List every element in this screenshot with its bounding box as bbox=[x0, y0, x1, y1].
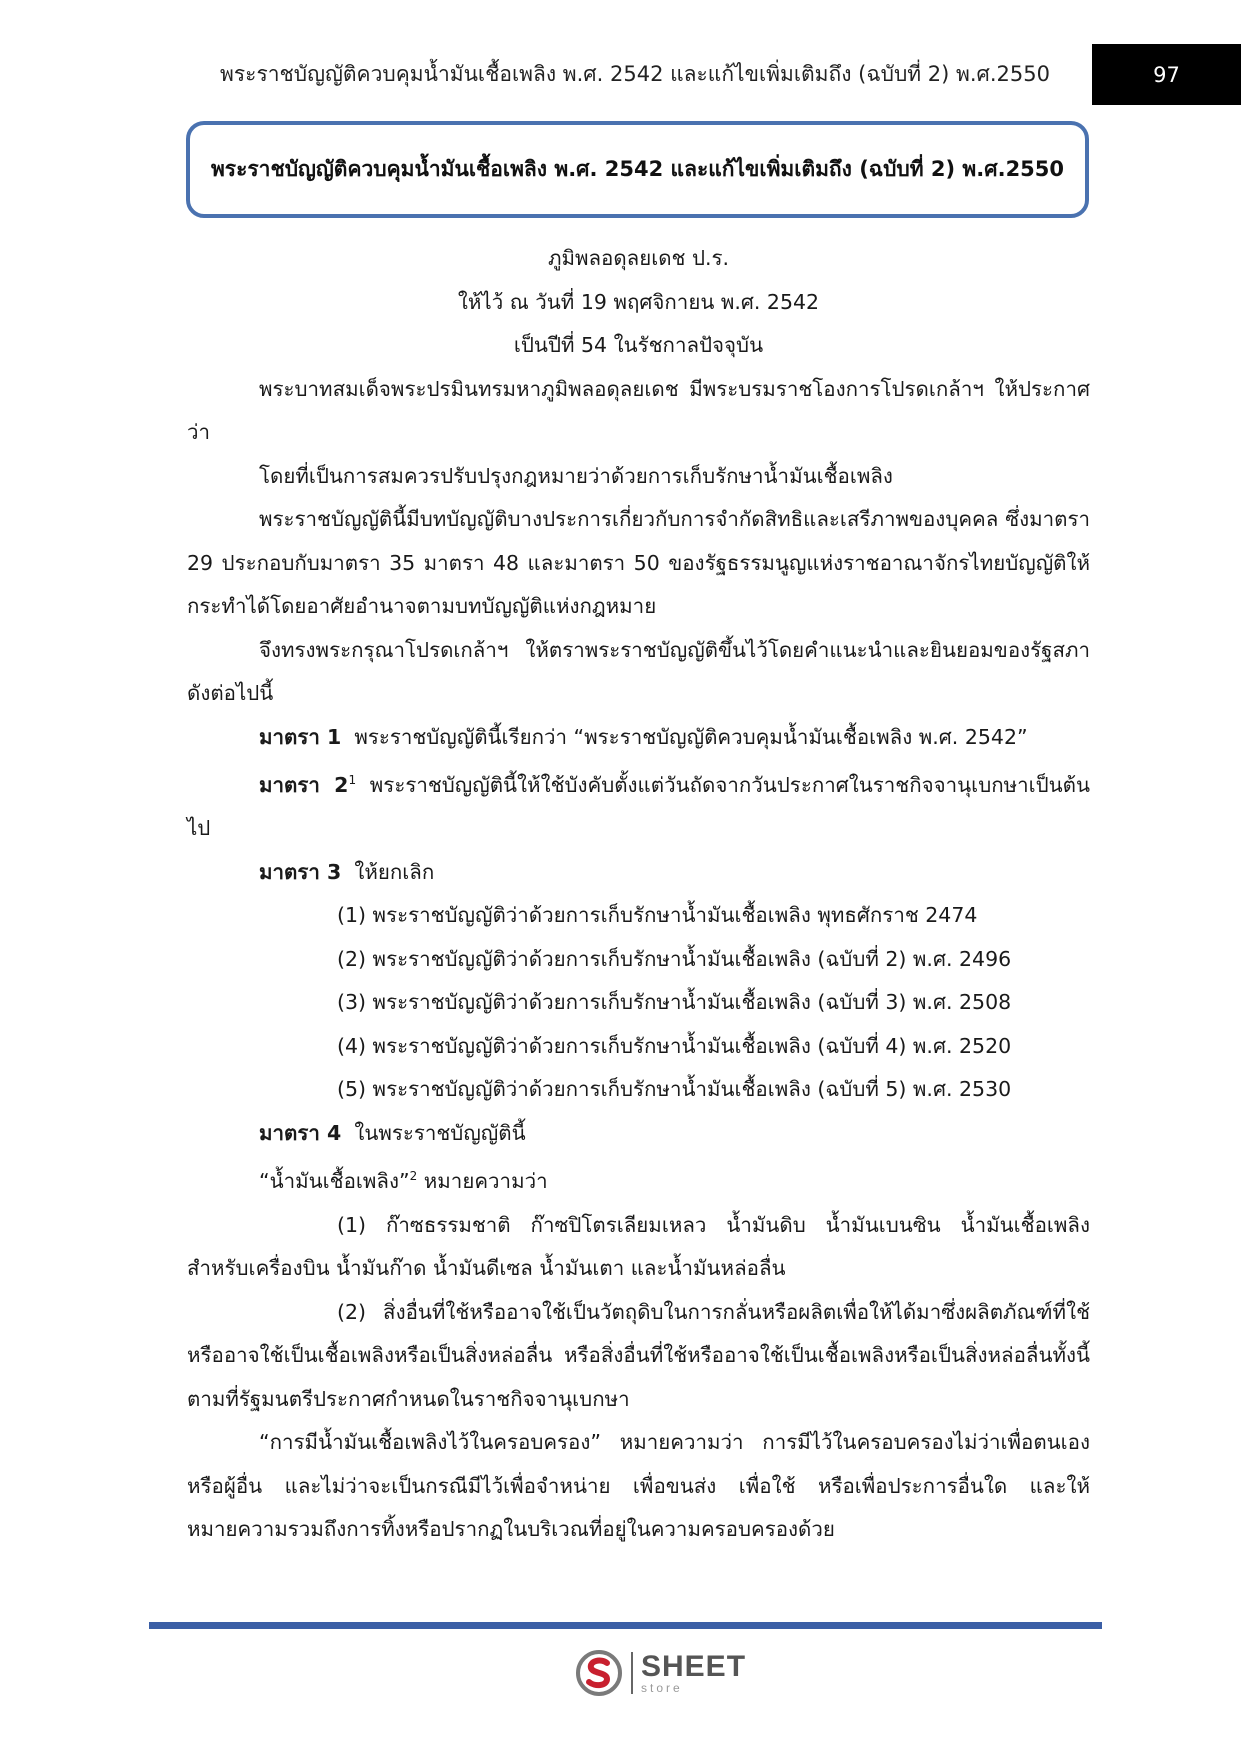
repeal-item-5: (5) พระราชบัญญัติว่าด้วยการเก็บรักษาน้ำมันเชื้อเพลิง (ฉบับที่ 5) พ.ศ. 2530 bbox=[337, 1077, 1012, 1102]
section-1-label: มาตรา 1 bbox=[259, 724, 342, 749]
reign-year: เป็นปีที่ 54 ในรัชกาลปัจจุบัน bbox=[513, 333, 764, 357]
preamble-paragraph-3: พระราชบัญญัตินี้มีบทบัญญัติบางประการเกี่ยวกับการจำกัดสิทธิและเสรีภาพของบุคคล ซึ่งมาตรา 29 ประกอบกับมาตรา 35 มาตรา 48 และมาตรา 50 ของรัฐธรรมนูญแห่งราชอาณาจักรไทยบัญญัติให้กระทำได้โดยอาศัยอำนาจตามบทบัญญัติแห่งกฎหมาย bbox=[187, 507, 1090, 618]
repeal-item-3: (3) พระราชบัญญัติว่าด้วยการเก็บรักษาน้ำมันเชื้อเพลิง (ฉบับที่ 3) พ.ศ. 2508 bbox=[337, 990, 1012, 1015]
preamble-paragraph-4: จึงทรงพระกรุณาโปรดเกล้าฯ ให้ตราพระราชบัญญัติขึ้นไว้โดยคำแนะนำและยินยอมของรัฐสภาดังต่อไปนี้ bbox=[187, 637, 1090, 705]
section-2-text: พระราชบัญญัตินี้ให้ใช้บังคับตั้งแต่วันถัดจากวันประกาศในราชกิจจานุเบกษาเป็นต้นไป bbox=[187, 772, 1090, 841]
logo-divider bbox=[631, 1652, 633, 1694]
logo-wordmark bbox=[641, 1652, 746, 1694]
definition-fuel-term: “น้ำมันเชื้อเพลิง” bbox=[259, 1169, 410, 1194]
section-4 bbox=[187, 1112, 1090, 1156]
document-title: พระราชบัญญัติควบคุมน้ำมันเชื้อเพลิง พ.ศ. 2542 และแก้ไขเพิ่มเติมถึง (ฉบับที่ 2) พ.ศ.2550 bbox=[210, 157, 1065, 181]
section-3-label: มาตรา 3 bbox=[259, 859, 342, 884]
page-number: 97 bbox=[1092, 44, 1241, 105]
running-header-title: พระราชบัญญัติควบคุมน้ำมันเชื้อเพลิง พ.ศ. 2542 และแก้ไขเพิ่มเติมถึง (ฉบับที่ 2) พ.ศ.2550 bbox=[220, 62, 1050, 86]
repeal-item-4: (4) พระราชบัญญัติว่าด้วยการเก็บรักษาน้ำมันเชื้อเพลิง (ฉบับที่ 4) พ.ศ. 2520 bbox=[337, 1033, 1012, 1058]
repeal-item-2: (2) พระราชบัญญัติว่าด้วยการเก็บรักษาน้ำมันเชื้อเพลิง (ฉบับที่ 2) พ.ศ. 2496 bbox=[337, 946, 1012, 971]
sheetstore-logo bbox=[575, 1648, 746, 1698]
section-2 bbox=[187, 759, 1090, 851]
title-box bbox=[186, 121, 1089, 218]
definition-fuel bbox=[187, 1155, 1090, 1203]
king-signature: ภูมิพลอดุลยเดช ป.ร. bbox=[547, 246, 730, 270]
preamble-paragraph-2: โดยที่เป็นการสมควรปรับปรุงกฎหมายว่าด้วยการเก็บรักษาน้ำมันเชื้อเพลิง bbox=[259, 463, 893, 488]
definition-fuel-item-2: (2) สิ่งอื่นที่ใช้หรืออาจใช้เป็นวัตถุดิบในการกลั่นหรือผลิตเพื่อให้ได้มาซึ่งผลิตภัณฑ์ที่ใช้หรืออาจใช้เป็นเชื้อเพลิงหรือเป็นสิ่งหล่อลื่น หรือสิ่งอื่นที่ใช้หรืออาจใช้เป็นเชื้อเพลิงหรือเป็นสิ่งหล่อลื่นทั้งนี้ ตามที่รัฐมนตรีประกาศกำหนดในราชกิจจานุเบกษา bbox=[187, 1299, 1090, 1411]
definition-fuel-item-1: (1) ก๊าซธรรมชาติ ก๊าซปิโตรเลียมเหลว น้ำมันดิบ น้ำมันเบนซิน น้ำมันเชื้อเพลิง สำหรับเครื่องบิน น้ำมันก๊าด น้ำมันดีเซล น้ำมันเตา และน้ำมันหล่อลื่น bbox=[187, 1212, 1090, 1281]
given-date: ให้ไว้ ณ วันที่ 19 พฤศจิกายน พ.ศ. 2542 bbox=[457, 289, 820, 314]
section-1-text: พระราชบัญญัตินี้เรียกว่า “พระราชบัญญัติควบคุมน้ำมันเชื้อเพลิง พ.ศ. 2542” bbox=[354, 724, 1028, 749]
section-4-label: มาตรา 4 bbox=[259, 1120, 342, 1145]
section-4-text: ในพระราชบัญญัตินี้ bbox=[354, 1120, 526, 1145]
footer-divider bbox=[149, 1622, 1102, 1629]
definition-possession: “การมีน้ำมันเชื้อเพลิงไว้ในครอบครอง” หมายความว่า การมีไว้ในครอบครองไม่ว่าเพื่อตนเองหรือผู้อื่น และไม่ว่าจะเป็นกรณีมีไว้เพื่อจำหน่าย เพื่อขนส่ง เพื่อใช้ หรือเพื่อประการอื่นใด และให้หมายความรวมถึงการทิ้งหรือปรากฏในบริเวณที่อยู่ในความครอบครองด้วย bbox=[187, 1430, 1090, 1542]
section-3 bbox=[187, 851, 1090, 895]
footnote-marker-2: 2 bbox=[409, 1169, 418, 1184]
sheetstore-s-logo-icon bbox=[575, 1649, 623, 1697]
intro-block bbox=[187, 237, 1090, 1552]
logo-word-sub: store bbox=[641, 1681, 683, 1695]
section-1 bbox=[187, 716, 1090, 760]
footnote-marker-1: 1 bbox=[348, 773, 357, 787]
definition-fuel-means: หมายความว่า bbox=[417, 1169, 548, 1194]
section-2-label: มาตรา 2 bbox=[259, 772, 349, 797]
preamble-paragraph-1: พระบาทสมเด็จพระปรมินทรมหาภูมิพลอดุลยเดช มีพระบรมราชโองการโปรดเกล้าฯ ให้ประกาศว่า bbox=[187, 376, 1090, 444]
logo-word-main: SHEET bbox=[641, 1650, 747, 1683]
repeal-item-1: (1) พระราชบัญญัติว่าด้วยการเก็บรักษาน้ำมันเชื้อเพลิง พุทธศักราช 2474 bbox=[337, 903, 978, 928]
section-3-text: ให้ยกเลิก bbox=[354, 859, 435, 884]
